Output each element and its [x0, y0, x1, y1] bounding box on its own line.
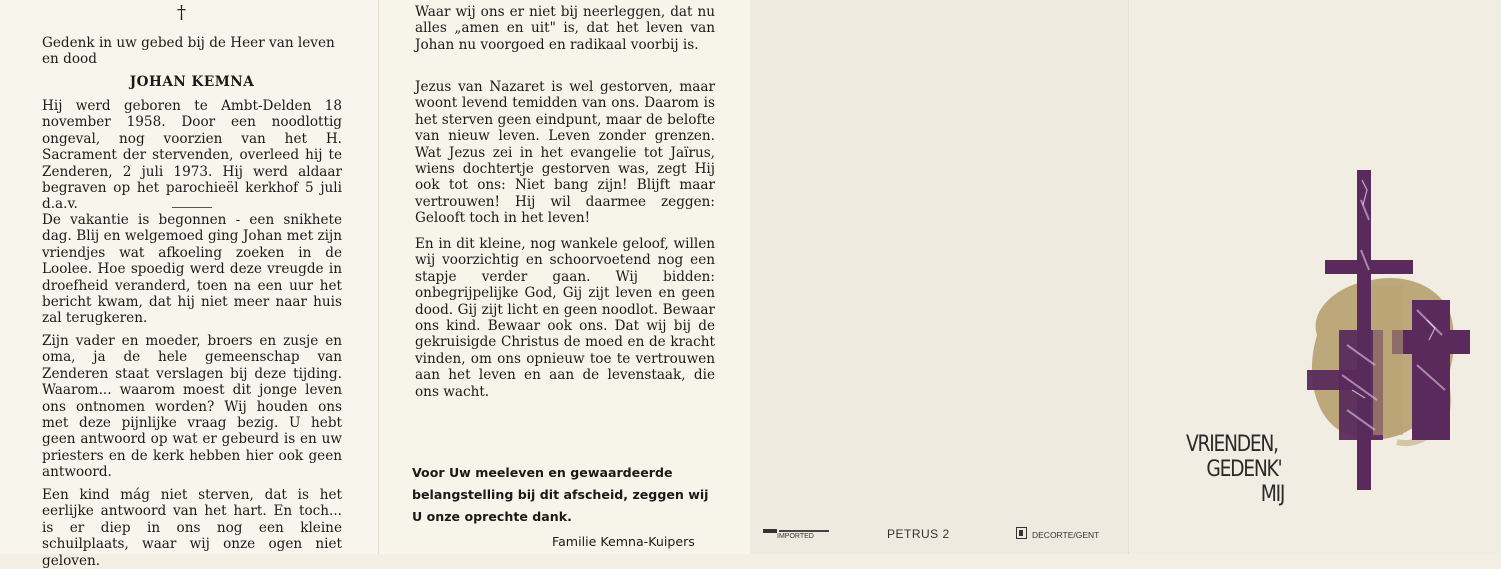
title-line-3: MIJ [1260, 482, 1285, 507]
printer-logo [763, 522, 831, 528]
back-panel [750, 0, 1128, 554]
title-line-1: VRIENDEN, [1186, 432, 1278, 457]
deceased-name: JOHAN KEMNA [129, 74, 255, 90]
publisher-label: DECORTE/GENT [1032, 530, 1100, 540]
card-title [1186, 432, 1288, 507]
front-panel [1128, 0, 1501, 554]
cross-symbol: † [177, 2, 186, 23]
child-paragraph: Een kind mág niet sterven, dat is het eerlijke antwoord van het hart. En toch... is er diep in ons nog een kleine schuilplaats, waar wij onze ogen niet geloven. [42, 487, 342, 569]
publisher-logo-icon [1016, 527, 1027, 539]
cross-artwork [1277, 160, 1467, 500]
jesus-paragraph: Jezus van Nazaret is wel gestorven, maar woont levend temidden van ons. Daarom is het sterven geen eindpunt, maar de belofte van nieuw leven. Leven zonder grenzen. Wat Jezus zei in het evangelie tot Jaïrus, wiens dochtertje gestorven was, zegt Hij ook tot ons: Niet bang zijn! Blijft maar vertrouwen! Hij wil daarmee zeggen: Gelooft toch in het leven! [415, 79, 715, 227]
prayer-paragraph: En in dit kleine, nog wankele geloof, willen wij voorzichtig en schoorvoetend nog een stapje verder gaan. Wij bidden: onbegrijpelijke God, Gij zijt leven en geen dood. Gij zijt licht en geen noodlot. Bewaar ons kind. Bewaar ook ons. Dat wij bij de gekruisigde Christus de moed en de kracht vinden, om ons opnieuw toe te vertrouwen aan het leven en aan de levenstaak, die ons wacht. [415, 236, 715, 400]
title-line-2: GEDENK' [1206, 457, 1282, 482]
vacation-paragraph: De vakantie is begonnen - een snikhete dag. Blij en welgemoed ging Johan met zijn vriendjes wat afkoeling zoeken in de Loolee. Hoe spoedig werd deze vreugde in droefheid veranderd, toen na een uur het bericht kwam, dat hij niet meer naar huis zal terugkeren. [42, 212, 342, 327]
birth-death-paragraph: Hij werd geboren te Ambt-Delden 18 november 1958. Door een noodlottig ongeval, nog voorzien van het H. Sacrament der stervenden, overleed hij te Zenderen, 2 juli 1973. Hij werd aldaar begraven op het parochieël kerkhof 5 juli d.a.v. [42, 98, 342, 213]
divider [172, 207, 212, 208]
imported-label: IMPORTED [777, 533, 814, 540]
middle-panel [378, 0, 751, 554]
family-paragraph: Zijn vader en moeder, broers en zusje en oma, ja de hele gemeenschap van Zenderen staat verslagen bij deze tijding. Waarom... waarom moest dit jonge leven ons ontnomen worden? Wij houden ons met deze pijnlijke vraag bezig. U hebt geen antwoord op wat er gebeurd is en uw priesters en de kerk hebben hier ook geen antwoord. [42, 333, 342, 481]
series-label: PETRUS 2 [887, 527, 950, 541]
faith-paragraph: Waar wij ons er niet bij neerleggen, dat nu alles „amen en uit" is, dat het leven van Johan nu voorgoed en radikaal voorbij is. [415, 4, 715, 53]
family-signature: Familie Kemna-Kuipers [552, 534, 695, 549]
intro-text: Gedenk in uw gebed bij de Heer van leven en dood [42, 35, 335, 68]
thanks-text: Voor Uw meeleven en gewaardeerde belangstelling bij dit afscheid, zeggen wij U onze oprechte dank. [412, 465, 709, 524]
left-panel [0, 0, 378, 569]
